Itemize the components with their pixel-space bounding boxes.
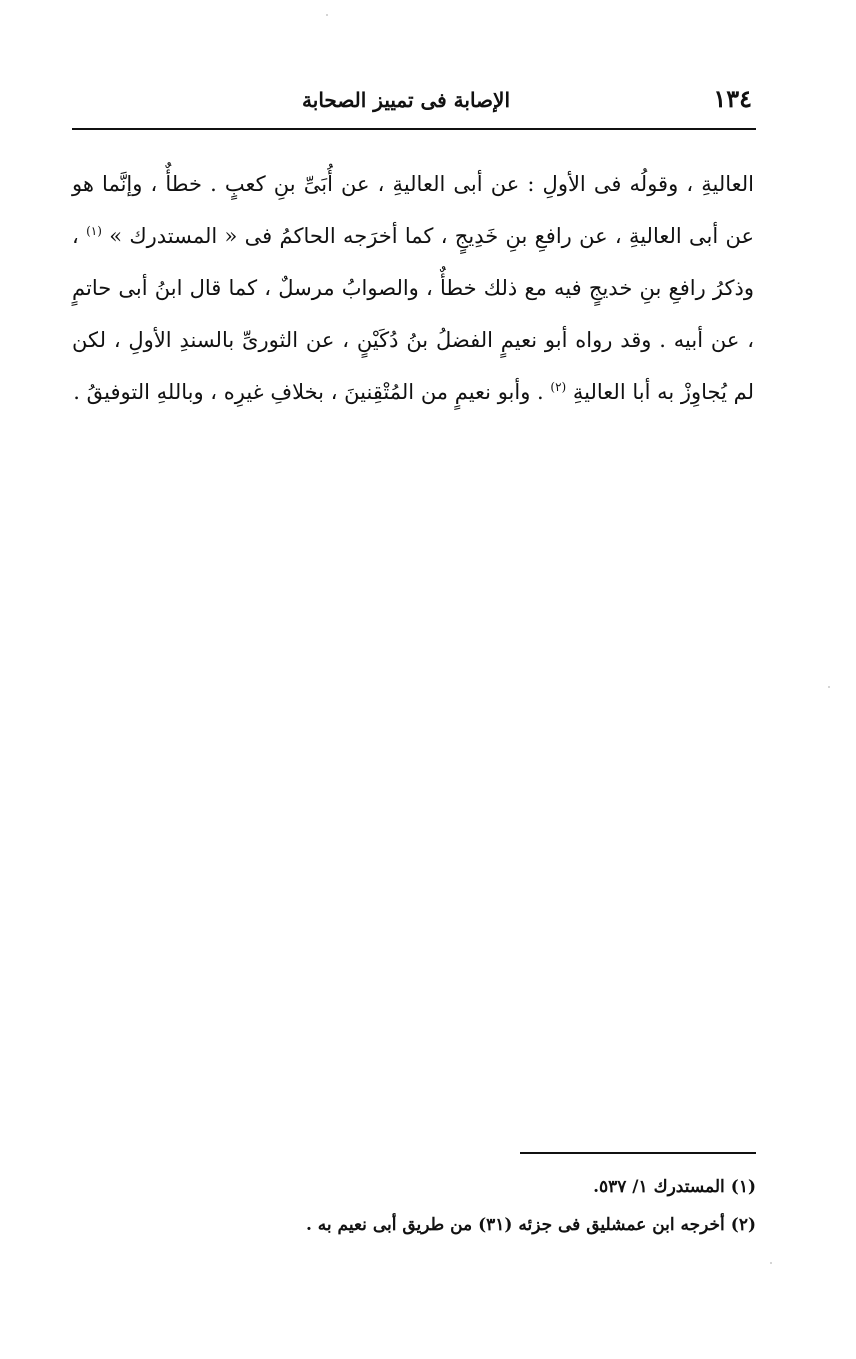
footnote-1 — [156, 1168, 756, 1206]
main-paragraph — [72, 158, 754, 418]
text-segment: ، وذكرُ رافعِ بنِ خديجٍ فيه مع ذلك خطأٌ ، والصوابُ مرسلٌ ، كما قال ابنُ أبى حاتمٍ ، عن أبيه . وقد رواه أبو نعيمٍ الفضلُ بنُ دُكَيْنٍ ، عن الثورىِّ بالسندِ الأولِ ، لكن لم يُجاوِزْ به أبا العاليةِ — [72, 224, 754, 404]
scan-speck — [326, 14, 328, 16]
footnote-text: المستدرك ١/ ٥٣٧. — [593, 1177, 725, 1197]
footnote-number: (١) — [730, 1177, 756, 1197]
scan-speck — [828, 686, 830, 688]
footnote-reference-1: (١) — [86, 224, 102, 238]
main-text — [72, 158, 754, 418]
footnote-reference-2: (٢) — [550, 380, 567, 394]
footnote-separator — [520, 1152, 756, 1154]
footnote-2 — [156, 1206, 756, 1244]
header-rule — [72, 128, 756, 130]
running-title: الإصابة فى تمييز الصحابة — [302, 88, 510, 112]
page-header — [72, 84, 752, 124]
page-number: ١٣٤ — [713, 84, 752, 113]
text-segment: . وأبو نعيمٍ من المُتْقِنينَ ، بخلافِ غيرِه ، وباللهِ التوفيقُ . — [73, 380, 551, 404]
text-segment: العاليةِ ، وقولُه فى الأولِ : عن أبى العاليةِ ، عن أُبَىِّ بنِ كعبٍ . خطأٌ ، وإنَّما هو عن أبى العاليةِ ، عن رافعِ بنِ خَدِيجٍ ، كما أخرَجه الحاكمُ فى « المستدرك » — [72, 172, 754, 248]
footnotes — [156, 1168, 756, 1244]
footnote-text: أخرجه ابن عمشليق فى جزئه (٣١) من طريق أبى نعيم به . — [305, 1215, 725, 1235]
footnote-number: (٢) — [730, 1215, 756, 1235]
scan-speck — [770, 1262, 772, 1264]
